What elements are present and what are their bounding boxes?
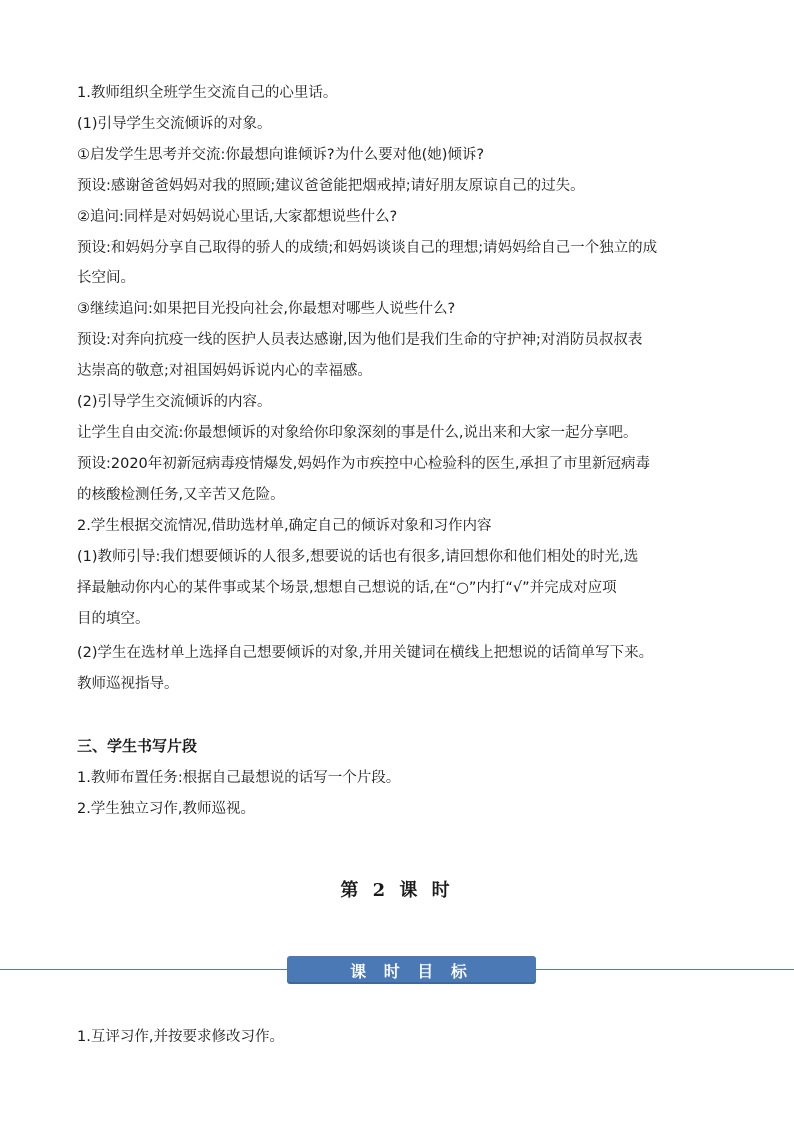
text-line: 预设:感谢爸爸妈妈对我的照顾;建议爸爸能把烟戒掉;请好朋友原谅自己的过失。 bbox=[77, 178, 585, 194]
text-line: 长空间。 bbox=[77, 270, 135, 286]
lesson-goals-banner bbox=[287, 956, 536, 984]
text-line: ②追问:同样是对妈妈说心里话,大家都想说些什么? bbox=[77, 209, 398, 225]
text-line: (2)引导学生交流倾诉的内容。 bbox=[77, 394, 272, 410]
text-line: ①启发学生思考并交流:你最想向谁倾诉?为什么要对他(她)倾诉? bbox=[77, 147, 485, 163]
text-line: 预设:对奔向抗疫一线的医护人员表达感谢,因为他们是我们生命的守护神;对消防员叔叔表 bbox=[77, 332, 643, 348]
text-line: 达崇高的敬意;对祖国妈妈诉说内心的幸福感。 bbox=[77, 363, 372, 379]
text-line: (2)学生在选材单上选择自己想要倾诉的对象,并用关键词在横线上把想说的话简单写下来。 bbox=[77, 645, 654, 661]
banner-label: 课 时 目 标 bbox=[350, 961, 473, 981]
text-line: 1.教师组织全班学生交流自己的心里话。 bbox=[77, 85, 338, 101]
text-line: 2.学生根据交流情况,借助选材单,确定自己的倾诉对象和习作内容 bbox=[77, 518, 492, 534]
text-line: 让学生自由交流:你最想倾诉的对象给你印象深刻的事是什么,说出来和大家一起分享吧。 bbox=[77, 425, 638, 441]
text-line: 教师巡视指导。 bbox=[77, 676, 179, 692]
text-line: ③继续追问:如果把目光投向社会,你最想对哪些人说些什么? bbox=[77, 301, 456, 317]
goal-item: 1.互评习作,并按要求修改习作。 bbox=[77, 1029, 284, 1045]
text-line: 的核酸检测任务,又辛苦又危险。 bbox=[77, 487, 285, 503]
text-line: (1)教师引导:我们想要倾诉的人很多,想要说的话也有很多,请回想你和他们相处的时光,选 bbox=[77, 549, 639, 565]
text-line: 2.学生独立习作,教师巡视。 bbox=[77, 801, 255, 817]
text-line: (1)引导学生交流倾诉的对象。 bbox=[77, 116, 272, 132]
text-line: 预设:2020年初新冠病毒疫情爆发,妈妈作为市疾控中心检验科的医生,承担了市里新冠病毒 bbox=[77, 456, 651, 472]
lesson-title: 第 2 课 时 bbox=[340, 880, 454, 901]
text-line: 目的填空。 bbox=[77, 611, 150, 627]
text-line: 1.教师布置任务:根据自己最想说的话写一个片段。 bbox=[77, 770, 401, 786]
text-line: 择最触动你内心的某件事或某个场景,想想自己想说的话,在“○”内打“√”并完成对应项 bbox=[77, 580, 617, 596]
section-heading: 三、学生书写片段 bbox=[77, 737, 198, 755]
text-line: 预设:和妈妈分享自己取得的骄人的成绩;和妈妈谈谈自己的理想;请妈妈给自己一个独立的成 bbox=[77, 240, 658, 256]
